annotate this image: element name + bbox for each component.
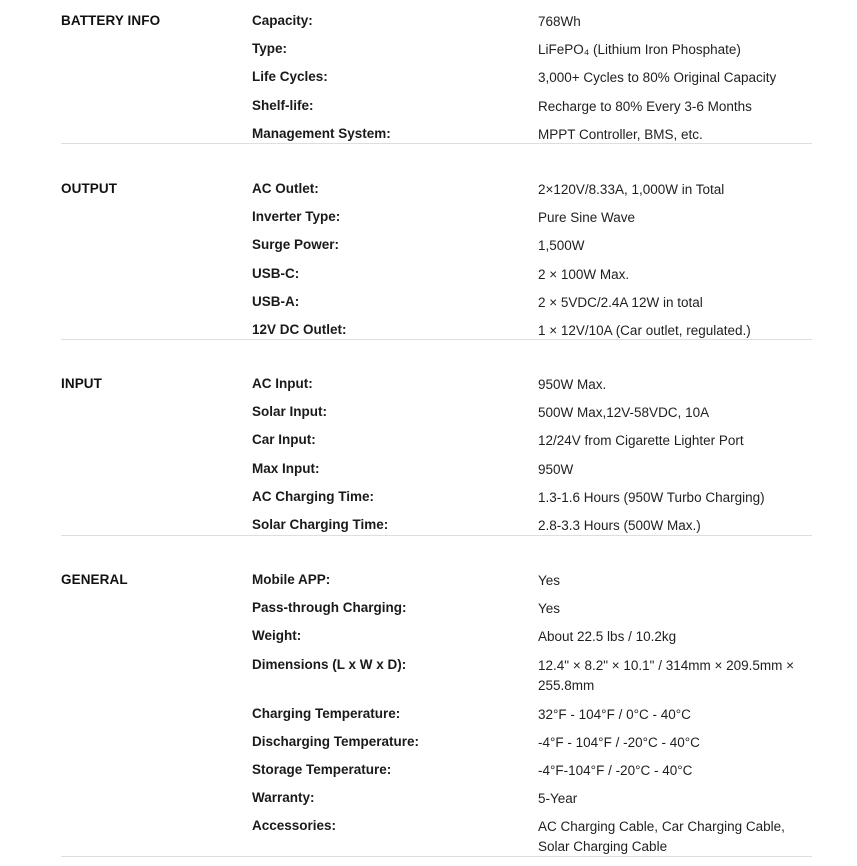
spec-row-solar-input — [252, 403, 812, 431]
spec-row-shelf-life — [252, 97, 812, 125]
spec-value: 2 × 100W Max. — [538, 266, 630, 282]
spec-row-solar-charging-time — [252, 516, 812, 544]
spec-label: Charging Temperature: — [252, 705, 401, 721]
spec-label: AC Input: — [252, 376, 313, 391]
spec-value: 5-Year — [538, 791, 578, 807]
spec-value: 12.4" × 8.2" × 10.1" / 314mm × 209.5mm × 255.8mm — [538, 657, 795, 693]
spec-value: AC Charging Cable, Car Charging Cable, Solar Charging Cable — [538, 819, 785, 855]
spec-label: Inverter Type: — [252, 209, 341, 225]
spec-label: Surge Power: — [252, 237, 340, 253]
section-output — [61, 180, 812, 340]
spec-label: AC Charging Time: — [252, 488, 375, 504]
spec-label: AC Outlet: — [252, 181, 319, 196]
spec-value: Recharge to 80% Every 3-6 Months — [538, 98, 752, 114]
spec-row-ac-charging-time — [252, 488, 812, 516]
spec-label: Warranty: — [252, 790, 315, 806]
spec-label: Max Input: — [252, 460, 320, 476]
spec-value: 12/24V from Cigarette Lighter Port — [538, 433, 744, 449]
spec-value: Yes — [538, 573, 561, 588]
spec-row-surge-power — [252, 236, 812, 264]
section-title: INPUT — [61, 376, 102, 391]
spec-value: 950W — [538, 461, 574, 477]
section-title: GENERAL — [61, 572, 128, 587]
spec-row-warranty — [252, 789, 812, 817]
spec-row-type — [252, 40, 812, 68]
spec-label: Storage Temperature: — [252, 761, 392, 777]
spec-row-ac-input — [252, 375, 812, 403]
spec-value: Pure Sine Wave — [538, 210, 636, 226]
spec-value: 768Wh — [538, 14, 581, 29]
spec-value: 1 × 12V/10A (Car outlet, regulated.) — [538, 322, 751, 338]
spec-rows — [252, 12, 812, 153]
spec-value: 950W Max. — [538, 377, 607, 392]
spec-row-weight — [252, 627, 812, 655]
spec-label: Discharging Temperature: — [252, 733, 420, 749]
spec-value: 1,500W — [538, 238, 585, 254]
spec-value: 500W Max,12V-58VDC, 10A — [538, 405, 710, 421]
section-input — [61, 375, 812, 536]
spec-row-mobile-app — [252, 571, 812, 599]
spec-label: Accessories: — [252, 818, 337, 834]
spec-value: 2.8-3.3 Hours (500W Max.) — [538, 517, 701, 533]
spec-value: LiFePO₄ (Lithium Iron Phosphate) — [538, 42, 741, 58]
spec-label: Weight: — [252, 628, 302, 644]
spec-rows — [252, 375, 812, 544]
spec-label: USB-C: — [252, 265, 300, 281]
spec-value: Yes — [538, 601, 561, 617]
spec-row-usb-c — [252, 265, 812, 293]
spec-value: 3,000+ Cycles to 80% Original Capacity — [538, 70, 777, 86]
section-general — [61, 571, 812, 857]
spec-value: 2×120V/8.33A, 1,000W in Total — [538, 182, 725, 197]
spec-label: Dimensions (L x W x D): — [252, 656, 407, 672]
spec-value: About 22.5 lbs / 10.2kg — [538, 629, 677, 645]
spec-label: USB-A: — [252, 293, 300, 309]
spec-label: 12V DC Outlet: — [252, 321, 347, 337]
spec-label: Capacity: — [252, 13, 313, 28]
spec-row-car-input — [252, 431, 812, 459]
spec-row-pass-through-charging — [252, 599, 812, 627]
spec-row-life-cycles — [252, 68, 812, 96]
spec-value: MPPT Controller, BMS, etc. — [538, 126, 703, 142]
spec-row-dimensions — [252, 656, 812, 705]
spec-row-max-input — [252, 460, 812, 488]
spec-row-storage-temperature — [252, 761, 812, 789]
spec-row-capacity — [252, 12, 812, 40]
spec-label: Pass-through Charging: — [252, 600, 407, 616]
spec-label: Car Input: — [252, 432, 316, 448]
spec-row-ac-outlet — [252, 180, 812, 208]
spec-label: Life Cycles: — [252, 69, 328, 85]
spec-value: 1.3-1.6 Hours (950W Turbo Charging) — [538, 489, 765, 505]
spec-value: 2 × 5VDC/2.4A 12W in total — [538, 294, 703, 310]
spec-label: Mobile APP: — [252, 572, 331, 587]
spec-row-discharging-temperature — [252, 733, 812, 761]
spec-label: Solar Input: — [252, 404, 327, 420]
spec-rows — [252, 571, 812, 866]
spec-row-charging-temperature — [252, 705, 812, 733]
spec-value: -4°F-104°F / -20°C - 40°C — [538, 762, 693, 778]
spec-label: Type: — [252, 41, 288, 57]
spec-row-accessories — [252, 817, 812, 866]
section-title: OUTPUT — [61, 181, 118, 196]
section-title: BATTERY INFO — [61, 13, 161, 28]
section-battery-info — [61, 12, 812, 144]
spec-label: Management System: — [252, 125, 391, 141]
spec-rows — [252, 180, 812, 349]
spec-row-inverter-type — [252, 208, 812, 236]
spec-label: Shelf-life: — [252, 97, 314, 113]
spec-label: Solar Charging Time: — [252, 516, 389, 532]
spec-row-12v-dc-outlet — [252, 321, 812, 349]
spec-value: -4°F - 104°F / -20°C - 40°C — [538, 734, 700, 750]
spec-value: 32°F - 104°F / 0°C - 40°C — [538, 706, 691, 722]
spec-row-usb-a — [252, 293, 812, 321]
spec-row-management-system — [252, 125, 812, 153]
